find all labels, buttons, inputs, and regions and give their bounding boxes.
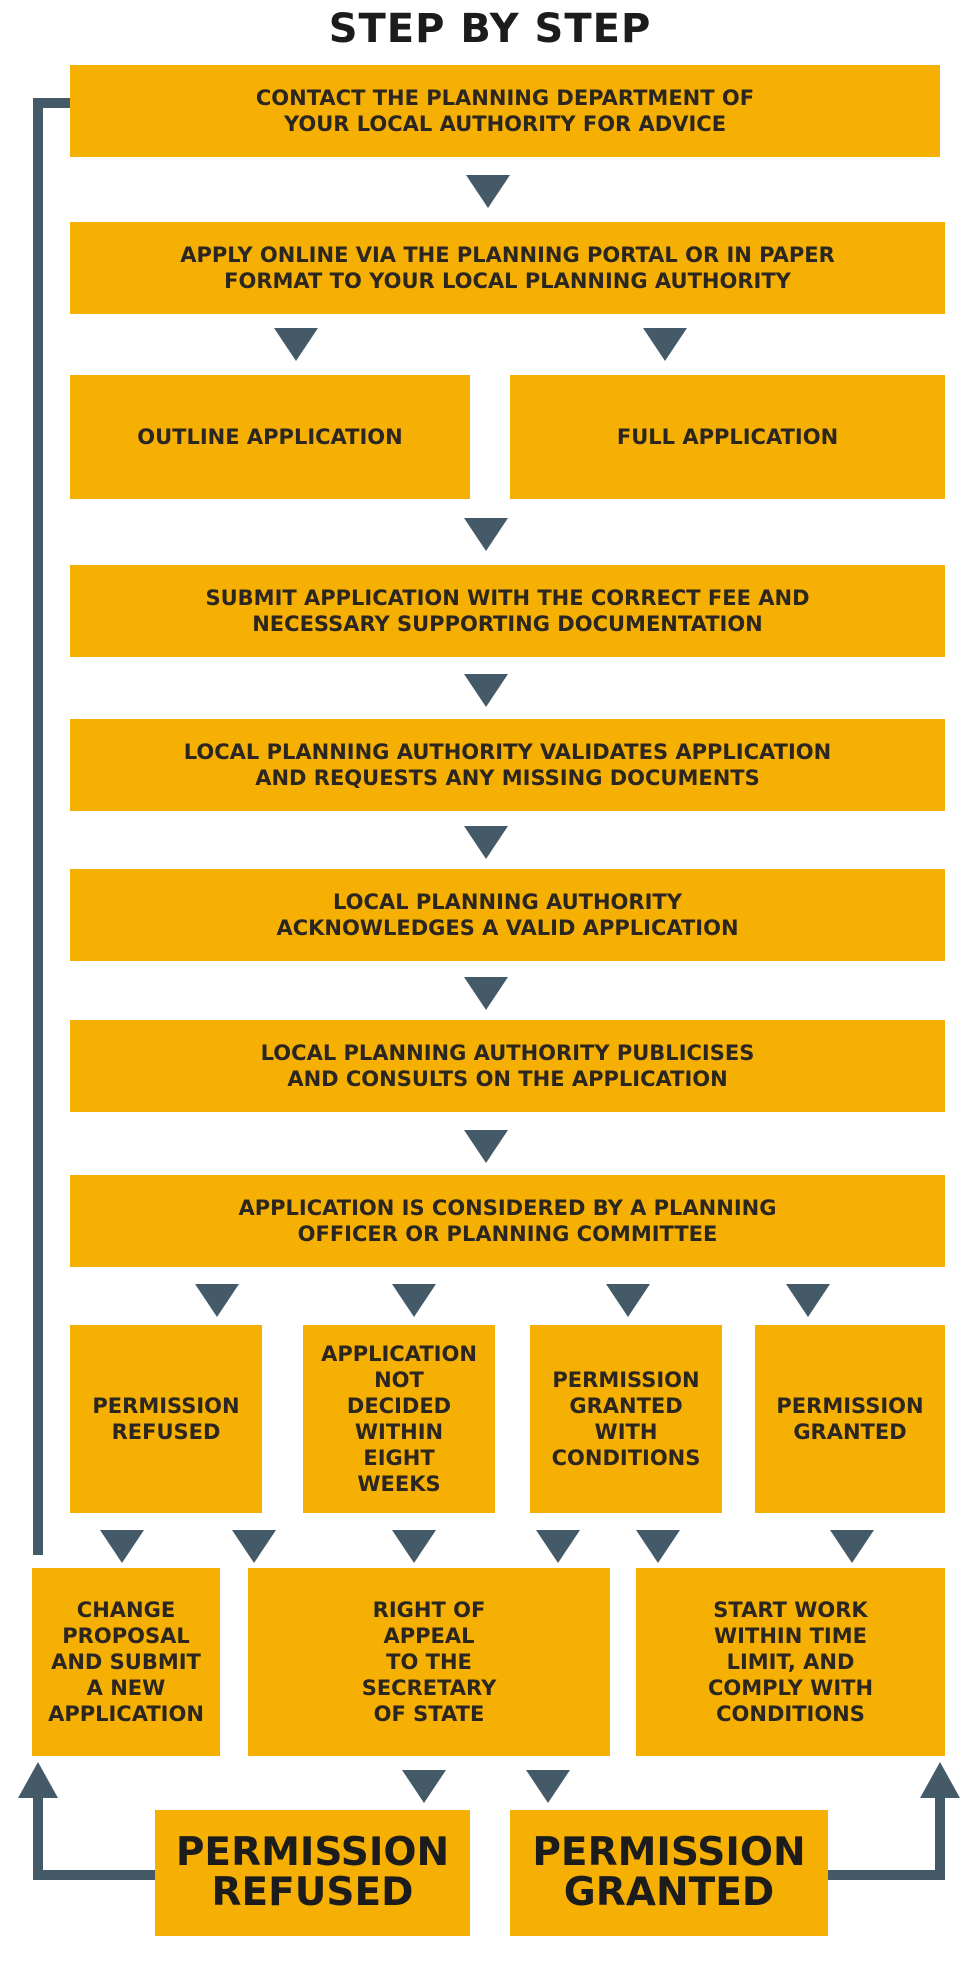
- arrow-down-icon: [195, 1284, 239, 1317]
- page-title: STEP BY STEP: [328, 6, 652, 52]
- arrow-up-icon: [920, 1762, 960, 1798]
- step-contact-planning-department: CONTACT THE PLANNING DEPARTMENT OF YOUR LOCAL AUTHORITY FOR ADVICE: [70, 65, 940, 157]
- final-permission-granted: PERMISSION GRANTED: [510, 1810, 828, 1936]
- step-outline-application: OUTLINE APPLICATION: [70, 375, 470, 499]
- step-validates-application: LOCAL PLANNING AUTHORITY VALIDATES APPLICATION AND REQUESTS ANY MISSING DOCUMENTS: [70, 719, 945, 811]
- arrow-down-icon: [830, 1530, 874, 1563]
- outcome-granted-with-conditions: PERMISSION GRANTED WITH CONDITIONS: [530, 1325, 722, 1513]
- arrow-up-icon: [18, 1762, 58, 1798]
- step-submit-application: SUBMIT APPLICATION WITH THE CORRECT FEE AND NECESSARY SUPPORTING DOCUMENTATION: [70, 565, 945, 657]
- action-start-work: START WORK WITHIN TIME LIMIT, AND COMPLY WITH CONDITIONS: [636, 1568, 945, 1756]
- step-application-considered: APPLICATION IS CONSIDERED BY A PLANNING OFFICER OR PLANNING COMMITTEE: [70, 1175, 945, 1267]
- arrow-down-icon: [464, 977, 508, 1010]
- arrow-down-icon: [466, 175, 510, 208]
- arrow-down-icon: [636, 1530, 680, 1563]
- final-permission-refused: PERMISSION REFUSED: [155, 1810, 470, 1936]
- arrow-down-icon: [526, 1770, 570, 1803]
- arrow-down-icon: [392, 1530, 436, 1563]
- arrow-down-icon: [464, 674, 508, 707]
- arrow-down-icon: [232, 1530, 276, 1563]
- outcome-permission-refused: PERMISSION REFUSED: [70, 1325, 262, 1513]
- arrow-down-icon: [786, 1284, 830, 1317]
- arrow-down-icon: [402, 1770, 446, 1803]
- arrow-down-icon: [643, 328, 687, 361]
- arrow-down-icon: [464, 518, 508, 551]
- step-full-application: FULL APPLICATION: [510, 375, 945, 499]
- action-right-of-appeal: RIGHT OF APPEAL TO THE SECRETARY OF STATE: [248, 1568, 610, 1756]
- outcome-permission-granted: PERMISSION GRANTED: [755, 1325, 945, 1513]
- refused-return-arrow: [38, 1795, 155, 1875]
- step-acknowledges-application: LOCAL PLANNING AUTHORITY ACKNOWLEDGES A VALID APPLICATION: [70, 869, 945, 961]
- arrow-down-icon: [536, 1530, 580, 1563]
- action-change-proposal: CHANGE PROPOSAL AND SUBMIT A NEW APPLICATION: [32, 1568, 220, 1756]
- arrow-down-icon: [606, 1284, 650, 1317]
- arrow-down-icon: [274, 328, 318, 361]
- arrow-down-icon: [464, 1130, 508, 1163]
- arrow-down-icon: [464, 826, 508, 859]
- outcome-not-decided: APPLICATION NOT DECIDED WITHIN EIGHT WEEKS: [303, 1325, 495, 1513]
- arrow-down-icon: [100, 1530, 144, 1563]
- arrow-down-icon: [392, 1284, 436, 1317]
- granted-return-arrow: [825, 1795, 940, 1875]
- step-publicises-application: LOCAL PLANNING AUTHORITY PUBLICISES AND CONSULTS ON THE APPLICATION: [70, 1020, 945, 1112]
- step-apply-online: APPLY ONLINE VIA THE PLANNING PORTAL OR IN PAPER FORMAT TO YOUR LOCAL PLANNING AUTHORITY: [70, 222, 945, 314]
